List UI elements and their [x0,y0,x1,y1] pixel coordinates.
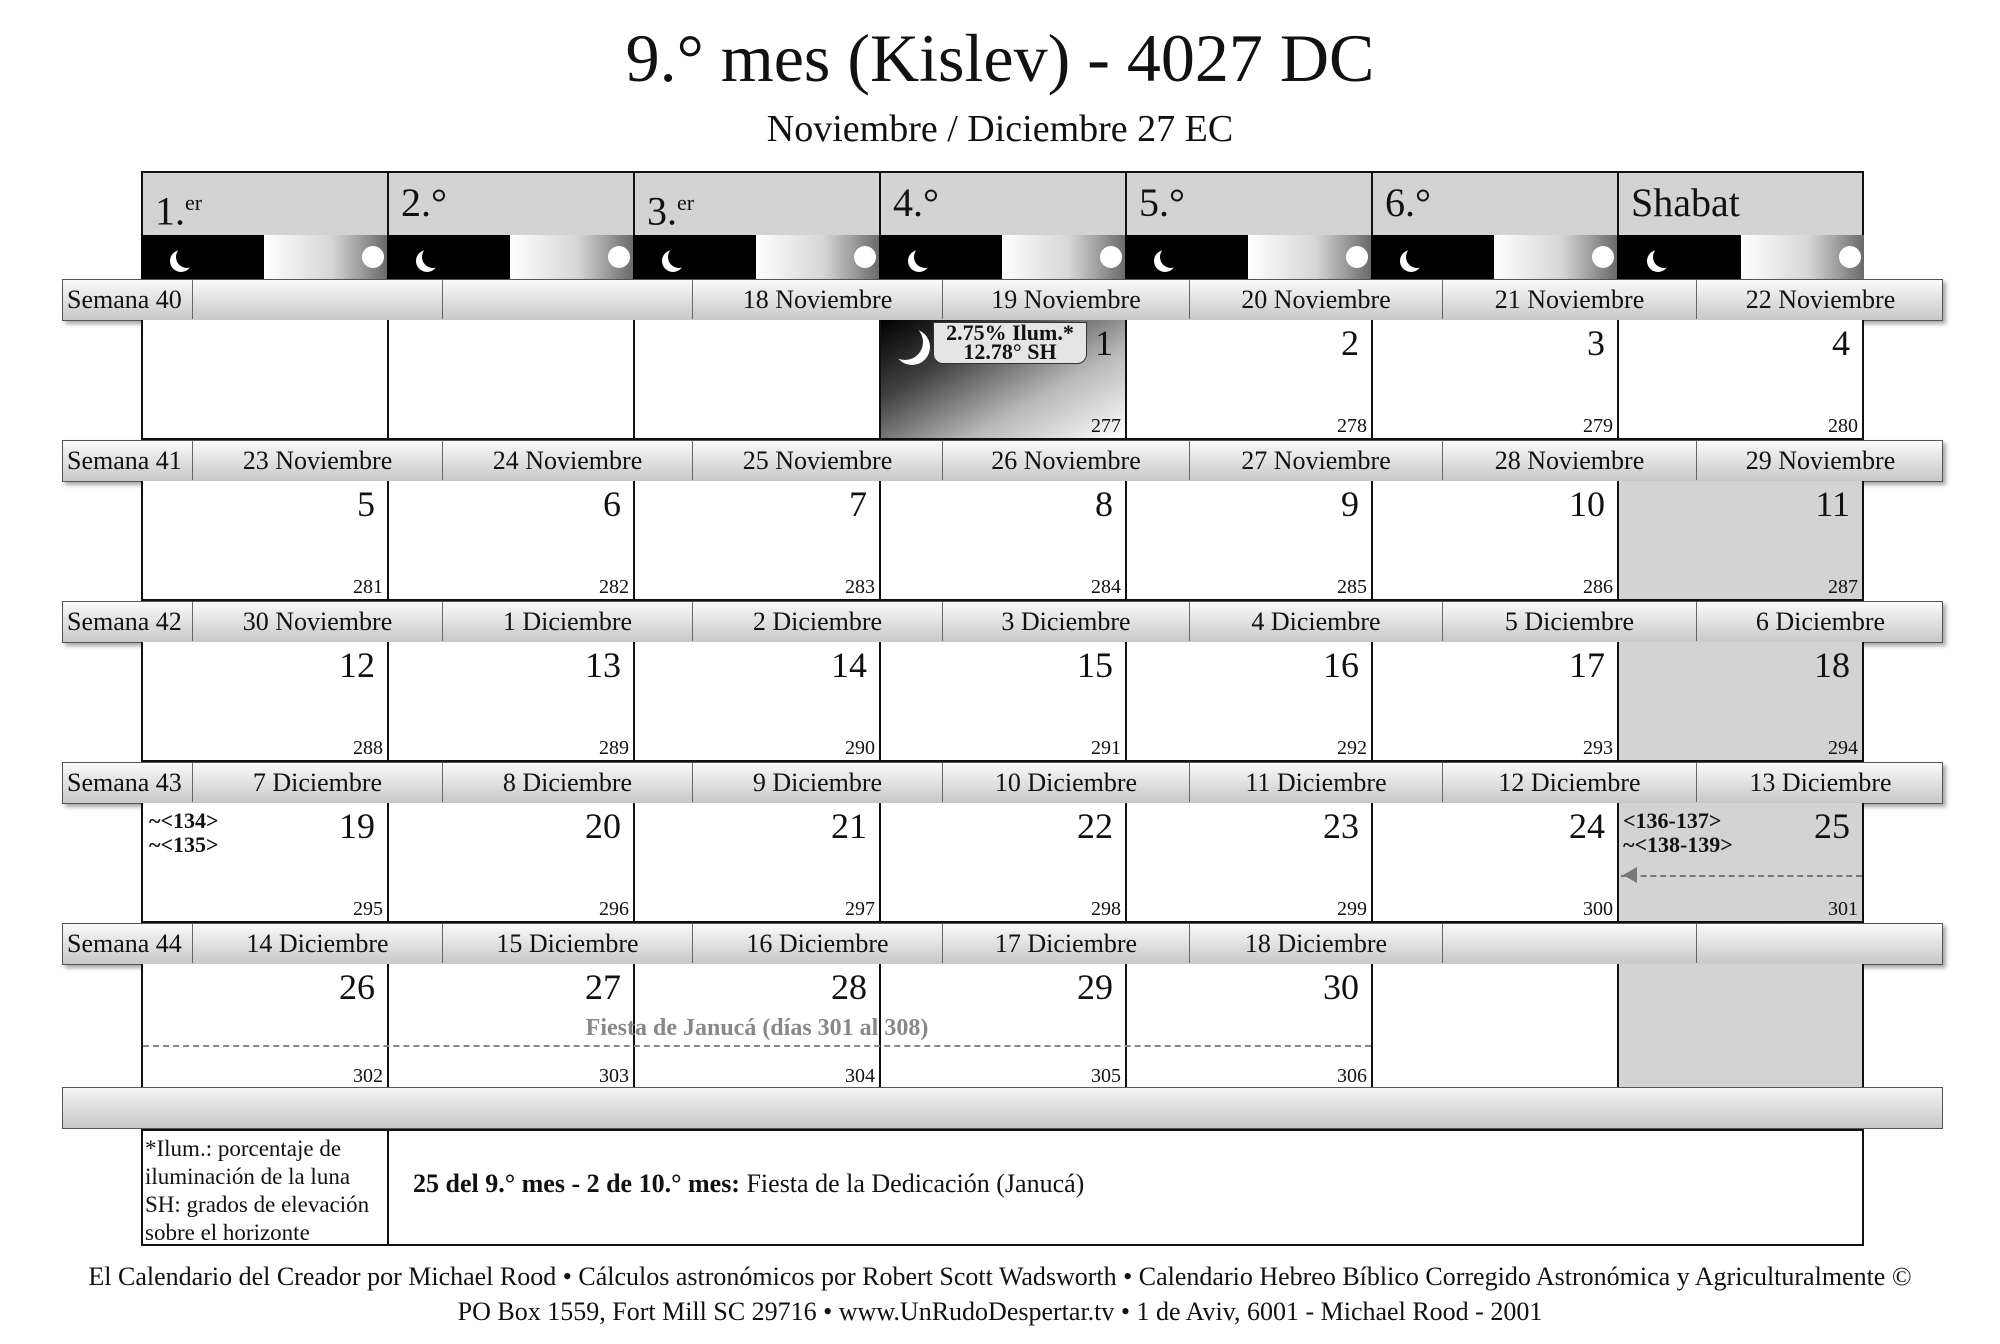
day-count: 279 [1583,415,1613,437]
crescent-moon-icon [1406,246,1428,268]
day-number: 6 [603,484,621,524]
footer-line-2: PO Box 1559, Fort Mill SC 29716 • www.UnRudoDespertar.tv • 1 de Aviv, 6001 - Michael Rood - 2001 [457,1297,1543,1326]
weekday-header-label: 6.° [1385,180,1431,225]
legend [143,1131,389,1244]
day-count: 288 [353,737,383,759]
moon-phase-strip [633,235,879,279]
day-count: 302 [353,1065,383,1087]
day-number: 25 [1814,806,1850,846]
day-count: 294 [1828,737,1858,759]
day-count: 301 [1828,898,1858,920]
week-date-cell: 6 Diciembre [1755,607,1886,636]
week-date-cell: 26 Noviembre [943,441,1190,480]
day-cell [1371,964,1617,1090]
day-cell [1617,642,1864,762]
day-number: 4 [1832,323,1850,363]
weekday-header-label: 1. [155,188,185,234]
day-number: 1 [1095,323,1113,363]
bottom-bar [62,1087,1943,1129]
full-moon-icon [854,246,876,268]
crescent-moon-icon [1160,246,1182,268]
day-count: 295 [353,898,383,920]
week-date-cell: 13 Diciembre [1749,768,1892,797]
day-cell [633,320,879,440]
week-date-cell: 17 Diciembre [943,924,1190,963]
day-number: 9 [1341,484,1359,524]
crescent-moon-icon [914,246,936,268]
day-number: 29 [1077,967,1113,1007]
day-number: 5 [357,484,375,524]
moon-phase-row [141,235,1864,279]
week-date-cell: 3 Diciembre [943,602,1190,641]
day-count: 284 [1091,576,1121,598]
day-number: 20 [585,806,621,846]
day-number: 23 [1323,806,1359,846]
day-number: 7 [849,484,867,524]
week-bar [62,923,1943,965]
weekday-header-label: 3. [647,188,677,234]
week-date-cell: 23 Noviembre [193,441,443,480]
moon-phase-strip [1371,235,1617,279]
notes-box [141,1129,1864,1246]
week-date-cell: 16 Diciembre [693,924,943,963]
weekday-header [879,171,1125,235]
page-title: 9.° mes (Kislev) - 4027 DC [625,20,1375,96]
full-moon-icon [1100,246,1122,268]
weekday-header-label: 5.° [1139,180,1185,225]
week-date-cell: 28 Noviembre [1443,441,1697,480]
day-number: 21 [831,806,867,846]
weekday-header [1617,171,1864,235]
day-count: 283 [845,576,875,598]
week-date-cell: 24 Noviembre [443,441,693,480]
weekday-header-suffix: er [185,190,203,215]
day-cell [1371,481,1617,601]
day-number: 16 [1323,645,1359,685]
day-count: 277 [1091,415,1121,437]
illumination-percent: 2.75% Ilum.* [946,320,1074,345]
week-date-cell: 8 Diciembre [443,763,693,802]
day-cell [1125,642,1371,762]
week-date-cell: 9 Diciembre [693,763,943,802]
crescent-moon-icon [422,246,444,268]
day-cell [141,642,387,762]
dark-half [387,235,510,279]
festival-name: Fiesta de la Dedicación (Janucá) [739,1169,1085,1198]
festival-note [413,1169,1084,1199]
day-cell [1371,803,1617,923]
dark-half [879,235,1002,279]
day-count: 291 [1091,737,1121,759]
janucah-dashed-line [143,1045,1371,1047]
day-count: 300 [1583,898,1613,920]
day-cell [633,642,879,762]
day-cell [1617,320,1864,440]
dark-half [141,235,264,279]
day-count: 306 [1337,1065,1367,1087]
day-count: 280 [1828,415,1858,437]
reading-note: ~<134> [149,808,219,833]
week-label: Semana 41 [63,441,193,480]
legend-line: sobre el horizonte [145,1220,310,1245]
day-cell [387,320,633,440]
day-number: 13 [585,645,621,685]
moon-phase-strip [141,235,387,279]
day-number: 14 [831,645,867,685]
full-moon-icon [1346,246,1368,268]
day-count: 292 [1337,737,1367,759]
day-cell [387,642,633,762]
day-cell [879,320,1125,440]
full-moon-icon [608,246,630,268]
day-count: 303 [599,1065,629,1087]
week-bar [62,279,1943,321]
moon-phase-strip [1617,235,1864,279]
new-crescent-moon-icon [887,324,923,360]
week-date-cell [1697,924,1944,963]
day-cell [387,803,633,923]
week-date-cell: 12 Diciembre [1443,763,1697,802]
day-cell [141,320,387,440]
day-cell [1371,642,1617,762]
day-number: 24 [1569,806,1605,846]
day-cell [1617,803,1864,923]
weekday-header-label: Shabat [1631,180,1740,225]
day-number: 17 [1569,645,1605,685]
day-number: 8 [1095,484,1113,524]
day-count: 289 [599,737,629,759]
day-number: 11 [1815,484,1850,524]
day-count: 299 [1337,898,1367,920]
crescent-moon-icon [176,246,198,268]
moon-phase-strip [1125,235,1371,279]
week-date-cell: 1 Diciembre [443,602,693,641]
day-number: 22 [1077,806,1113,846]
legend-line: SH: grados de elevación [145,1192,370,1217]
weekday-header [1125,171,1371,235]
reading-notes [149,809,219,857]
day-count: 298 [1091,898,1121,920]
week-date-cell: 29 Noviembre [1745,446,1896,475]
day-count: 297 [845,898,875,920]
day-number: 15 [1077,645,1113,685]
week-date-cell: 5 Diciembre [1443,602,1697,641]
weekday-header [387,171,633,235]
week-bar [62,762,1943,804]
week-date-cell: 11 Diciembre [1190,763,1443,802]
week-date-cell: 4 Diciembre [1190,602,1443,641]
day-number: 2 [1341,323,1359,363]
weekday-header [141,171,387,235]
weekday-header-suffix: er [677,190,695,215]
day-number: 26 [339,967,375,1007]
moon-phase-strip [879,235,1125,279]
elevation-degrees: 12.78° SH [963,339,1057,364]
day-count: 281 [353,576,383,598]
day-number: 18 [1814,645,1850,685]
reading-note: ~<138-139> [1623,832,1733,857]
festival-dates: 25 del 9.° mes - 2 de 10.° mes: [413,1169,740,1198]
day-count: 285 [1337,576,1367,598]
reading-note: <136-137> [1623,808,1722,833]
day-cell [1125,320,1371,440]
day-count: 290 [845,737,875,759]
dark-half [1617,235,1741,279]
week-date-cell: 27 Noviembre [1190,441,1443,480]
day-cell [633,481,879,601]
janucah-start-line [1621,875,1862,877]
day-count: 287 [1828,576,1858,598]
week-date-cell: 10 Diciembre [943,763,1190,802]
full-moon-icon [1839,246,1861,268]
full-moon-icon [362,246,384,268]
day-count: 296 [599,898,629,920]
week-date-cell [193,280,443,319]
day-cell [1617,964,1864,1090]
day-cell [1125,803,1371,923]
day-cell [387,481,633,601]
day-count: 305 [1091,1065,1121,1087]
week-date-cell: 22 Noviembre [1745,285,1896,314]
week-date-cell: 18 Diciembre [1190,924,1443,963]
day-number: 10 [1569,484,1605,524]
dark-half [633,235,756,279]
week-date-cell: 7 Diciembre [193,763,443,802]
week-label: Semana 40 [63,280,193,319]
day-cell [633,803,879,923]
legend-line: *Ilum.: porcentaje de [145,1136,342,1161]
weekday-header [633,171,879,235]
weekday-header-row [141,171,1864,235]
day-number: 12 [339,645,375,685]
week-label: Semana 42 [63,602,193,641]
day-number: 28 [831,967,867,1007]
day-cell [1617,481,1864,601]
day-count: 286 [1583,576,1613,598]
week-date-cell [443,280,693,319]
week-date-cell: 21 Noviembre [1443,280,1697,319]
week-date-cell: 19 Noviembre [943,280,1190,319]
day-count: 282 [599,576,629,598]
week-date-cell: 30 Noviembre [193,602,443,641]
weekday-header-label: 2.° [401,180,447,225]
week-bar [62,601,1943,643]
week-date-cell: 2 Diciembre [693,602,943,641]
week-date-cell: 15 Diciembre [443,924,693,963]
legend-line: iluminación de la luna [145,1164,351,1189]
week-label: Semana 43 [63,763,193,802]
crescent-moon-icon [668,246,690,268]
week-date-cell: 25 Noviembre [693,441,943,480]
day-count: 278 [1337,415,1367,437]
janucah-label: Fiesta de Janucá (días 301 al 308) [585,1015,929,1041]
day-count: 304 [845,1065,875,1087]
day-number: 27 [585,967,621,1007]
weekday-header [1371,171,1617,235]
day-number: 30 [1323,967,1359,1007]
day-number: 3 [1587,323,1605,363]
moon-phase-strip [387,235,633,279]
day-cell [879,642,1125,762]
week-date-cell: 20 Noviembre [1190,280,1443,319]
arrow-left-icon [1623,867,1637,883]
week-date-cell [1443,924,1697,963]
crescent-moon-icon [1653,246,1675,268]
footer-line-1: El Calendario del Creador por Michael Rood • Cálculos astronómicos por Robert Scott Wadsworth • Calendario Hebreo Bíblico Corregido Astronómica y Agriculturalmente © [88,1262,1912,1291]
week-date-cell: 14 Diciembre [193,924,443,963]
dark-half [1125,235,1248,279]
day-cell [1125,481,1371,601]
moon-illumination-badge [933,322,1087,364]
day-cell [879,803,1125,923]
week-bar [62,440,1943,482]
day-count: 293 [1583,737,1613,759]
week-label: Semana 44 [63,924,193,963]
full-moon-icon [1592,246,1614,268]
day-cell [141,481,387,601]
day-cell [1371,320,1617,440]
page-subtitle: Noviembre / Diciembre 27 EC [766,108,1234,150]
day-number: 19 [339,806,375,846]
week-date-cell: 18 Noviembre [693,280,943,319]
day-cell [141,803,387,923]
dark-half [1371,235,1494,279]
day-cell [879,481,1125,601]
reading-note: ~<135> [149,832,219,857]
reading-notes [1623,809,1733,857]
weekday-header-label: 4.° [893,180,939,225]
